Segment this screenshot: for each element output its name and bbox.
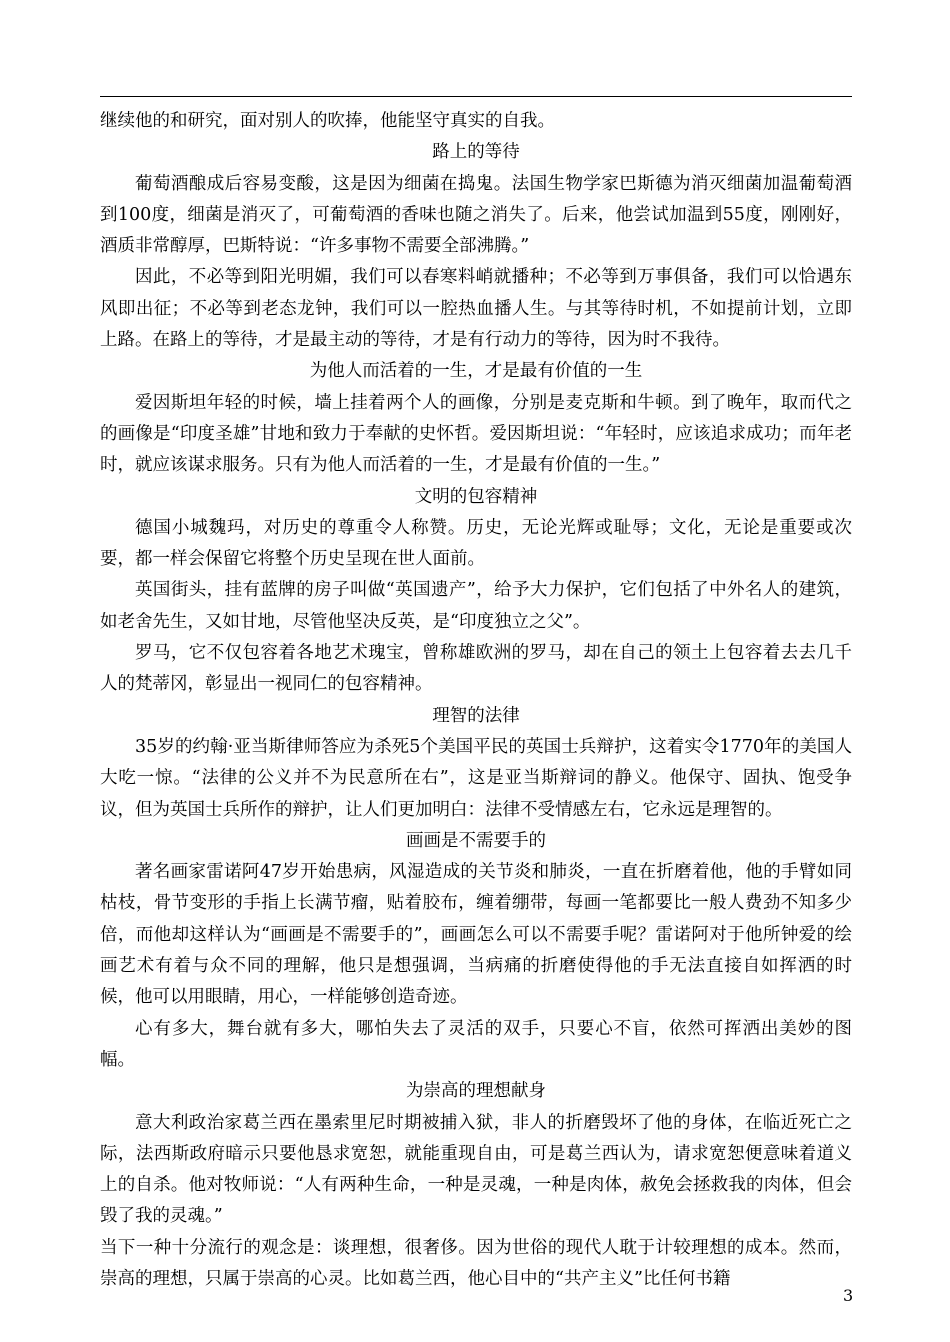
paragraph: 因此，不必等到阳光明媚，我们可以春寒料峭就播种；不必等到万事俱备，我们可以恰遇东风即出征；不必等到老态龙钟，我们可以一腔热血播人生。与其等待时机，不如提前计划，立即上路。在路上的等待，才是最主动的等待，才是有行动力的等待，因为时不我待。 [100, 267, 852, 351]
section-heading: 为他人而活着的一生，才是最有价值的一生 [309, 361, 643, 382]
section-heading: 理智的法律 [432, 705, 520, 726]
paragraph: 35岁的约翰·亚当斯律师答应为杀死5个美国平民的英国士兵辩护，这着实令1770年的美国人大吃一惊。“法律的公义并不为民意所在右”，这是亚当斯辩词的静义。他保守、固执、饱受争议，但为英国士兵所作的辩护，让人们更加明白：法律不受情感左右，它永远是理智的。 [100, 736, 852, 820]
document-body [100, 106, 852, 1295]
paragraph: 罗马，它不仅包容着各地艺术瑰宝，曾称雄欧洲的罗马，却在自己的领土上包容着去去几千人的梵蒂冈，彰显出一视同仁的包容精神。 [100, 643, 852, 695]
paragraph: 当下一种十分流行的观念是：谈理想，很奢侈。因为世俗的现代人耽于计较理想的成本。然而，崇高的理想，只属于崇高的心灵。比如葛兰西，他心目中的“共产主义”比任何书籍 [100, 1237, 852, 1289]
page-number: 3 [843, 1286, 854, 1305]
section-heading: 文明的包容精神 [414, 486, 538, 507]
paragraph: 继续他的和研究，面对别人的吹捧，他能坚守真实的自我。 [100, 111, 555, 131]
paragraph: 意大利政治家葛兰西在墨索里尼时期被捕入狱，非人的折磨毁坏了他的身体，在临近死亡之际，法西斯政府暗示只要他恳求宽恕，就能重现自由，可是葛兰西认为，请求宽恕便意味着道义上的自杀。他对牧师说：“人有两种生命，一种是灵魂，一种是肉体，赦免会拯救我的肉体，但会毁了我的灵魂。” [100, 1112, 852, 1227]
section-heading: 路上的等待 [432, 142, 520, 163]
section-heading: 为崇高的理想献身 [406, 1081, 546, 1102]
paragraph: 心有多大，舞台就有多大，哪怕失去了灵活的双手，只要心不盲，依然可挥洒出美妙的图幅。 [100, 1018, 852, 1070]
paragraph: 爱因斯坦年轻的时候，墙上挂着两个人的画像，分别是麦克斯和牛顿。到了晚年，取而代之的画像是“印度圣雄”甘地和致力于奉献的史怀哲。爱因斯坦说：“年轻时，应该追求成功；而年老时，就应该谋求服务。只有为他人而活着的一生，才是最有价值的一生。” [100, 392, 852, 476]
section-heading: 画画是不需要手的 [406, 830, 546, 851]
paragraph: 著名画家雷诺阿47岁开始患病，风湿造成的关节炎和肺炎，一直在折磨着他，他的手臂如同枯枝，骨节变形的手指上长满节瘤，贴着胶布，缠着绷带，每画一笔都要比一般人费劲不知多少倍，而他却这样认为“画画是不需要手的”，画画怎么可以不需要手呢？雷诺阿对于他所钟爱的绘画艺术有着与众不同的理解，他只是想强调，当病痛的折磨使得他的手无法直接自如挥洒的时候，他可以用眼睛，用心，一样能够创造奇迹。 [100, 862, 852, 1008]
header-rule [100, 96, 852, 97]
paragraph: 英国街头，挂有蓝牌的房子叫做“英国遗产”，给予大力保护，它们包括了中外名人的建筑，如老舍先生，又如甘地，尽管他坚决反英，是“印度独立之父”。 [100, 580, 852, 632]
paragraph: 葡萄酒酿成后容易变酸，这是因为细菌在捣鬼。法国生物学家巴斯德为消灭细菌加温葡萄酒到100度，细菌是消灭了，可葡萄酒的香味也随之消失了。后来，他尝试加温到55度，刚刚好，酒质非常醇厚，巴斯特说：“许多事物不需要全部沸腾。” [100, 173, 852, 257]
paragraph: 德国小城魏玛，对历史的尊重令人称赞。历史，无论光辉或耻辱；文化，无论是重要或次要，都一样会保留它将整个历史呈现在世人面前。 [100, 517, 852, 570]
